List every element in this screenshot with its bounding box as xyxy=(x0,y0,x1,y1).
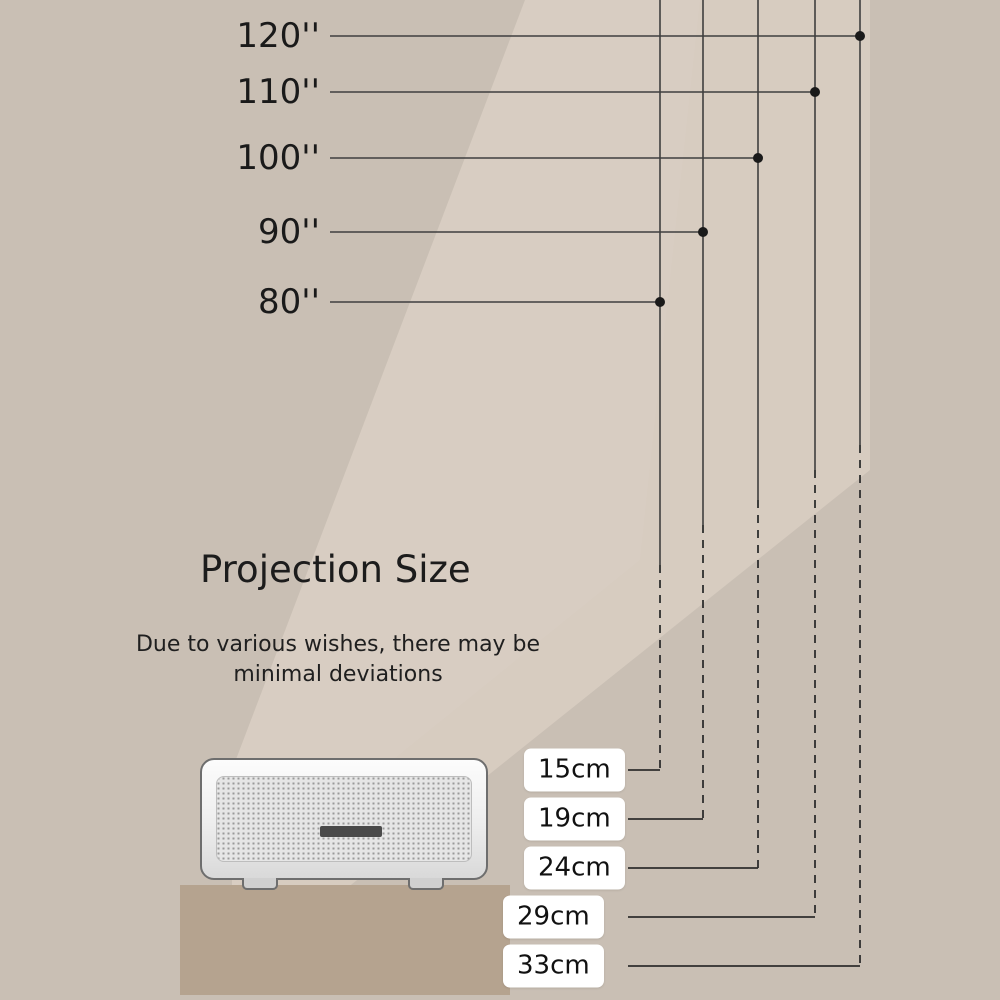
page-subtitle: Due to various wishes, there may be minimal deviations xyxy=(135,632,541,687)
screen-size-label-100: 100'' xyxy=(236,138,320,178)
distance-chip-24cm: 24cm xyxy=(524,847,625,890)
page-title: Projection Size xyxy=(200,548,471,591)
distance-chip-15cm: 15cm xyxy=(524,749,625,792)
screen-size-label-110: 110'' xyxy=(236,72,320,112)
screen-size-label-80: 80'' xyxy=(258,282,320,322)
screen-size-label-90: 90'' xyxy=(258,212,320,252)
distance-chip-29cm: 29cm xyxy=(503,896,604,939)
projector-foot-right xyxy=(408,878,444,890)
projector-body xyxy=(200,758,488,880)
projector-grille xyxy=(216,776,472,862)
projector-device xyxy=(200,758,488,886)
screen-size-label-120: 120'' xyxy=(236,16,320,56)
distance-chip-19cm: 19cm xyxy=(524,798,625,841)
distance-chip-33cm: 33cm xyxy=(503,945,604,988)
table-surface xyxy=(180,885,510,995)
projector-foot-left xyxy=(242,878,278,890)
projector-badge xyxy=(320,826,382,837)
